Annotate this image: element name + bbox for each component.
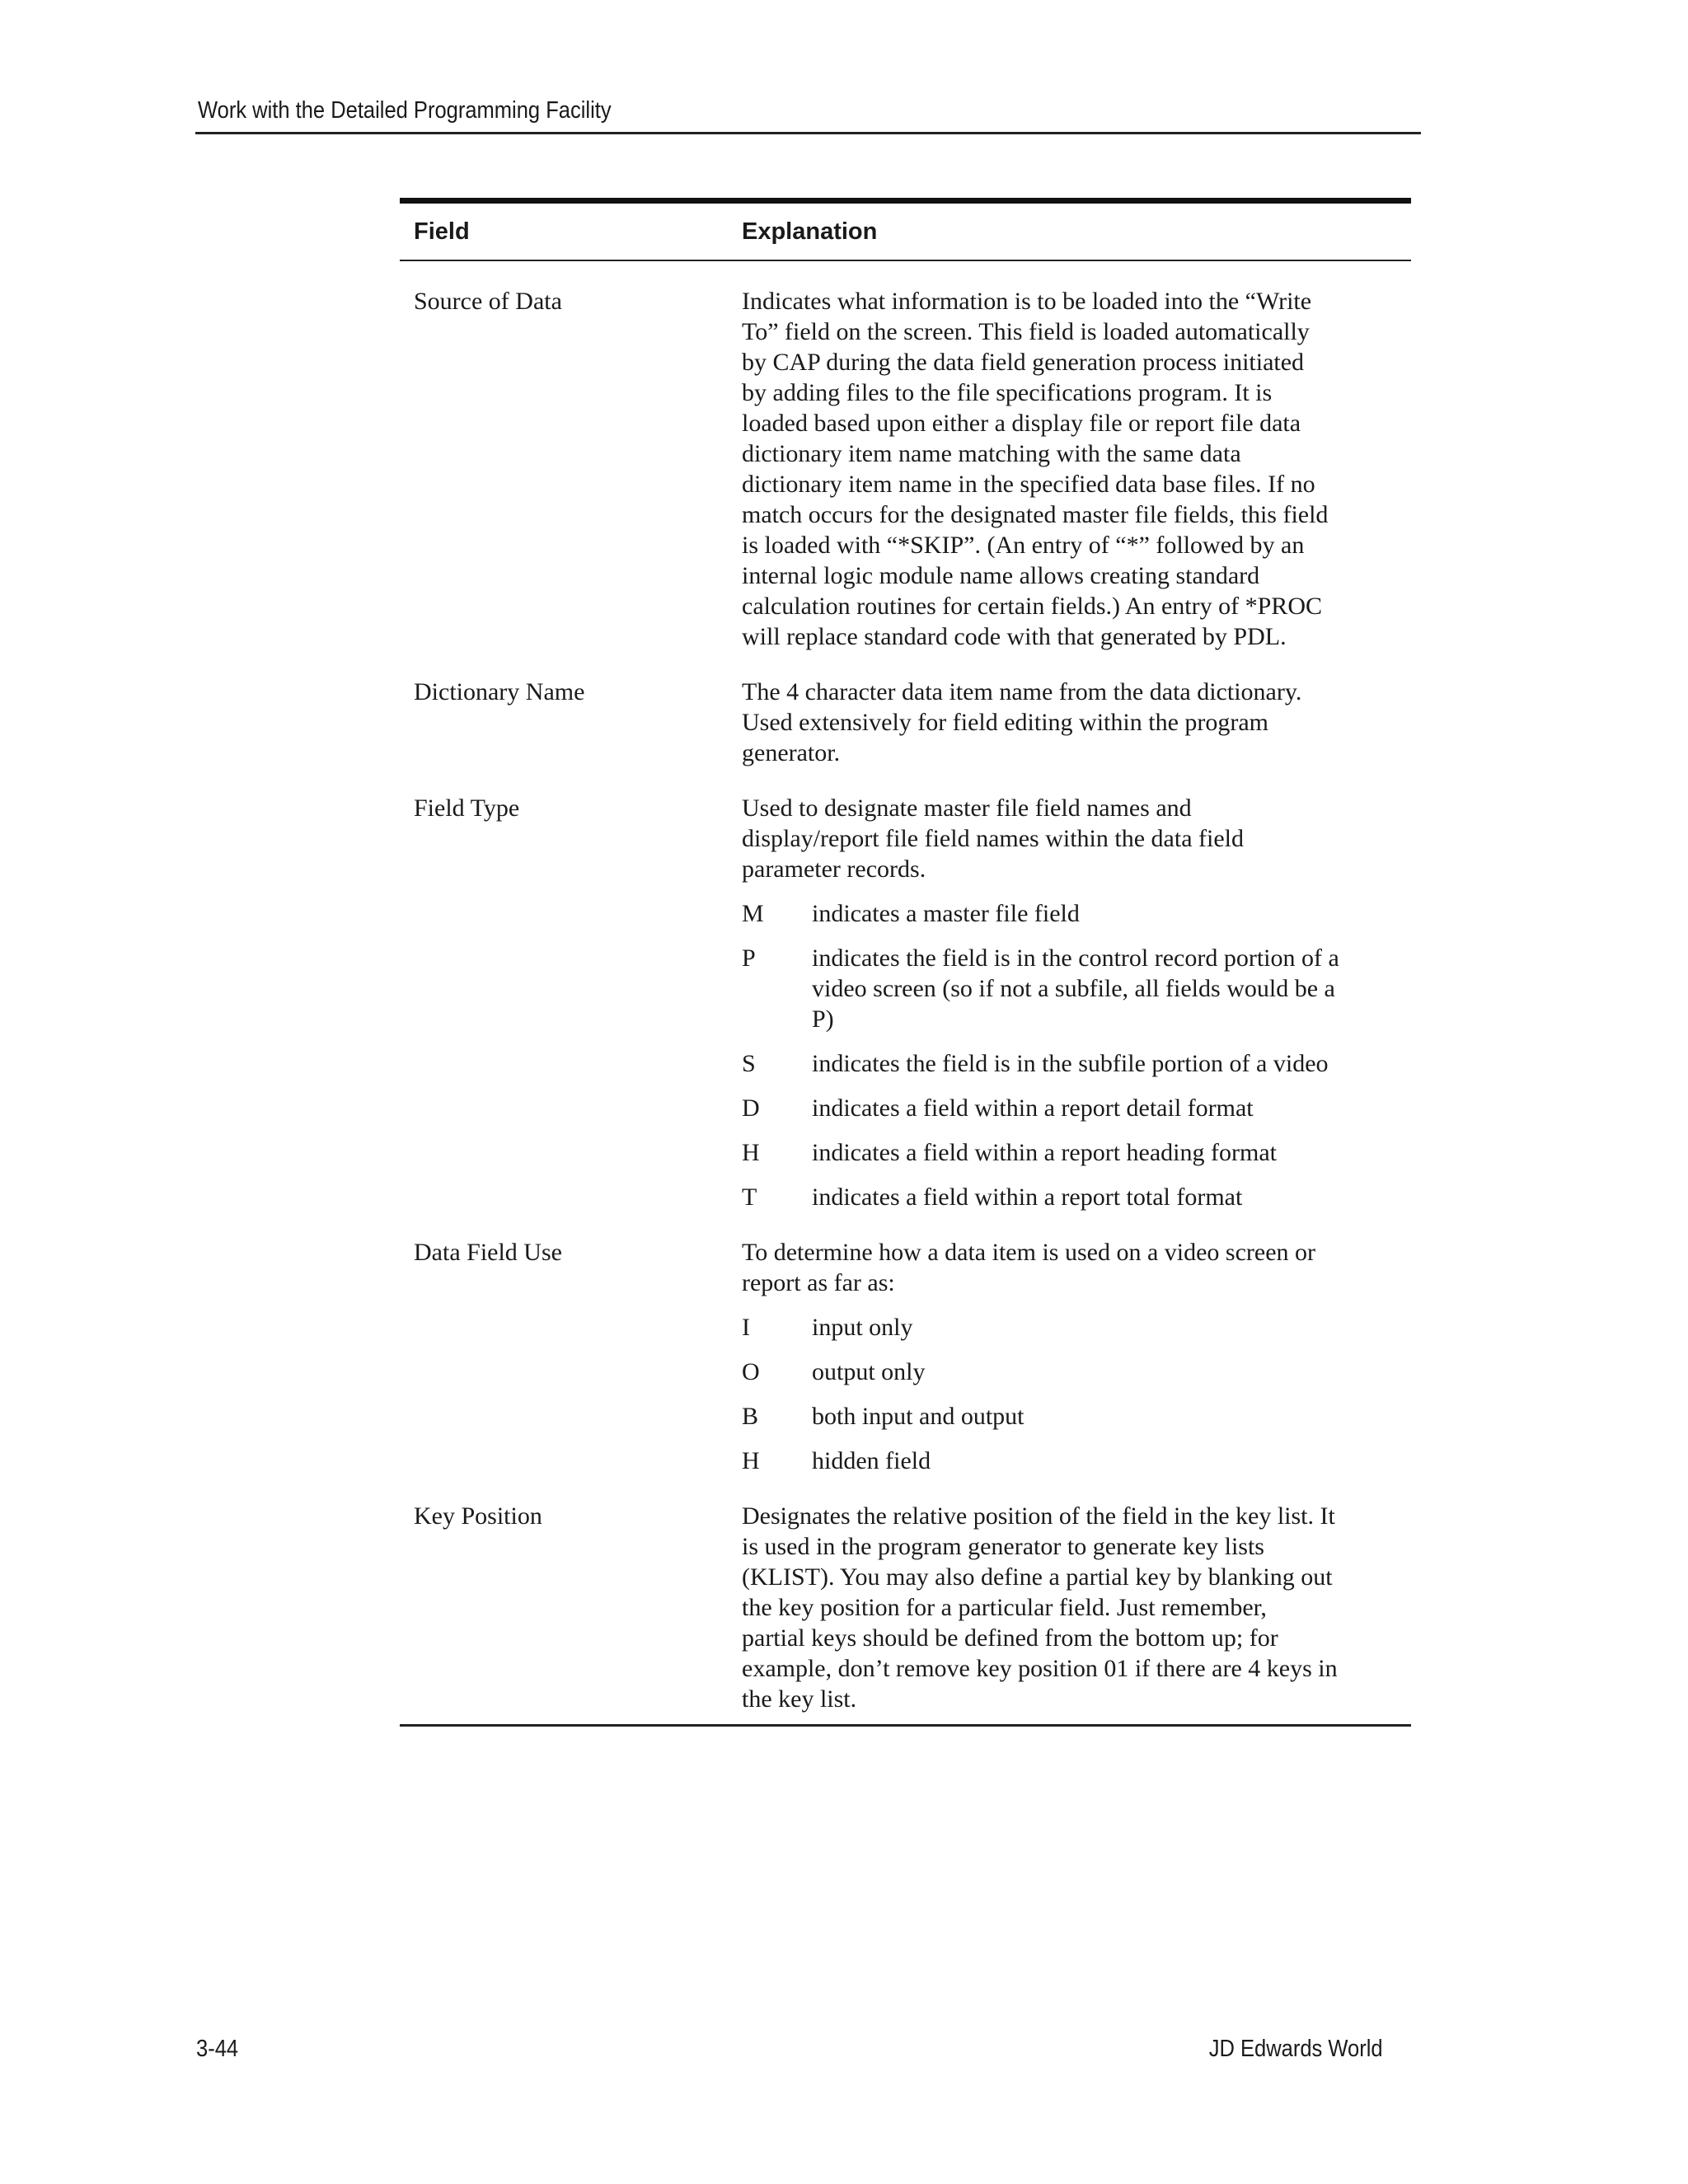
field-name: Field Type (414, 794, 520, 822)
table-row (400, 1237, 1411, 1476)
code-list-item (742, 1401, 1411, 1432)
field-name: Data Field Use (414, 1239, 562, 1266)
field-explanation (729, 677, 1411, 768)
code-list-item (742, 1182, 1411, 1212)
table-bottom-rule (400, 1724, 1411, 1727)
code-description: input only (812, 1314, 913, 1341)
code-value: D (742, 1094, 760, 1122)
table-header-row (400, 204, 1411, 261)
running-header: Work with the Detailed Programming Facility (198, 97, 612, 124)
code-description: output only (812, 1358, 926, 1385)
field-explanation (729, 286, 1411, 652)
header-rule (195, 132, 1421, 134)
code-list-item (742, 1446, 1411, 1476)
table-body (400, 286, 1411, 1714)
code-description: indicates a master file field (812, 900, 1080, 927)
code-list-item (742, 898, 1411, 929)
field-name: Key Position (414, 1502, 542, 1530)
code-value: T (742, 1183, 757, 1211)
code-value: I (742, 1314, 750, 1341)
code-description: indicates a field within a report heading format (812, 1139, 1277, 1166)
column-header-explanation: Explanation (742, 218, 878, 245)
code-list-item (742, 1048, 1411, 1079)
code-list-item (742, 1357, 1411, 1387)
explanation-text: Used to designate master file field names and display/report file field names within the data field parameter records. (742, 794, 1244, 883)
table-row (400, 793, 1411, 1212)
code-value: O (742, 1358, 760, 1385)
field-explanation (729, 1237, 1411, 1476)
explanation-text: Indicates what information is to be loaded into the “Write To” field on the screen. This field is loaded automatically by CAP during the data field generation process initiated by adding files to the file specifications program. It is loaded based upon either a display file or report file data dictionary item name matching with the same data dictionary item name in the specified data base files. If no match occurs for the designated master file fields, this field is loaded with “*SKIP”. (An entry of “*” followed by an internal logic module name allows creating standard calculation routines for certain fields.) An entry of *PROC will replace standard code with that generated by PDL. (742, 288, 1329, 650)
code-list-item (742, 1137, 1411, 1168)
code-list-item (742, 943, 1411, 1034)
code-description: indicates a field within a report total format (812, 1183, 1243, 1211)
code-value: M (742, 900, 764, 927)
code-description: hidden field (812, 1447, 931, 1474)
code-value: H (742, 1447, 760, 1474)
table-row (400, 677, 1411, 768)
table-top-rule (400, 198, 1411, 204)
field-explanation (729, 1501, 1411, 1714)
column-header-field: Field (414, 218, 470, 245)
code-description: both input and output (812, 1403, 1025, 1430)
table-row (400, 286, 1411, 652)
field-explanation (729, 793, 1411, 1212)
product-name: JD Edwards World (1209, 2036, 1383, 2062)
code-list-item (742, 1093, 1411, 1123)
explanation-text: The 4 character data item name from the data dictionary. Used extensively for field editing within the program generator. (742, 678, 1302, 766)
code-value: S (742, 1050, 756, 1077)
code-value: P (742, 944, 756, 972)
code-value: B (742, 1403, 759, 1430)
table-row (400, 1501, 1411, 1714)
code-description: indicates the field is in the subfile portion of a video (812, 1050, 1329, 1077)
field-name: Dictionary Name (414, 678, 585, 705)
explanation-text: To determine how a data item is used on a video screen or report as far as: (742, 1239, 1316, 1296)
code-value: H (742, 1139, 760, 1166)
page-number: 3-44 (196, 2036, 239, 2062)
code-list-item (742, 1312, 1411, 1343)
code-description: indicates a field within a report detail format (812, 1094, 1254, 1122)
field-name: Source of Data (414, 288, 562, 315)
field-explanation-table (400, 198, 1411, 1727)
explanation-text: Designates the relative position of the field in the key list. It is used in the program generator to generate key lists (KLIST). You may also define a partial key by blanking out the key position for a particular field. Just remember, partial keys should be defined from the bottom up; for example, don’t remove key position 01 if there are 4 keys in the key list. (742, 1502, 1338, 1713)
code-description: indicates the field is in the control record portion of a video screen (so if not a subfile, all fields would be a P) (812, 944, 1339, 1033)
